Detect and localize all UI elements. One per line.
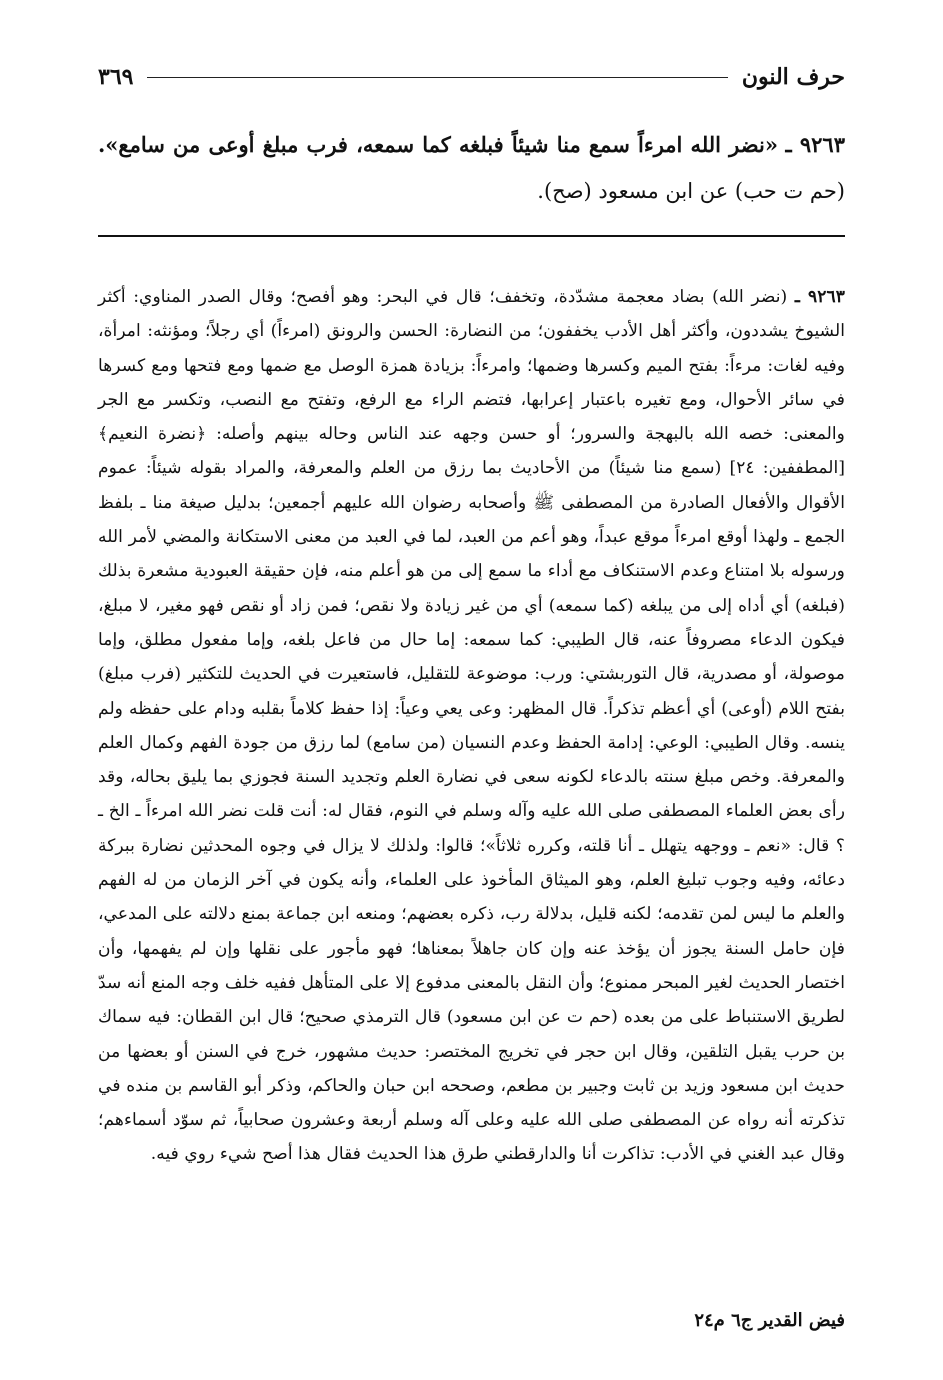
header-rule	[147, 77, 727, 78]
hadith-source: (حم ت حب) عن ابن مسعود (صح).	[537, 179, 845, 203]
hadith-text-block	[98, 122, 845, 214]
commentary-block	[98, 280, 845, 1172]
footer-signature: فيض القدير ج٦ م٢٤	[694, 1310, 845, 1331]
hadith-text: «نضر الله امرءاً سمع منا شيئاً فبلغه كما سمعه، فرب مبلغ أوعى من سامع».	[98, 132, 778, 157]
commentary-paragraph	[98, 280, 845, 1172]
page-number: ٣٦٩	[98, 64, 134, 90]
commentary-number: ٩٢٦٣ ـ	[794, 287, 845, 307]
chapter-title: حرف النون	[741, 64, 845, 90]
commentary-text: (نضر الله) بضاد معجمة مشدّدة، وتخفف؛ قال في البحر: وهو أفصح؛ وقال الصدر المناوي: أكثر الشيوخ يشددون، وأكثر أهل الأدب يخففون؛ من النضارة: الحسن والرونق (امرءاً) أي رجلاً؛ ومؤنثه: امرأة، وفيه لغات: مرءاً: بفتح الميم وكسرها وضمها؛ وامرءاً: بزيادة همزة الوصل مع ضمها ومع فتحها ومع كسرها في سائر الأحوال، ومع تغيره باعتبار إعرابها، فتضم الراء مع الرفع، وتفتح مع النصب، وتكسر مع الجر والمعنى: خصه الله بالبهجة والسرور؛ أو حسن وجهه عند الناس وحاله بينهم وأصله: ﴿نضرة النعيم﴾ [المطففين: ٢٤] (سمع منا شيئاً) من الأحاديث بما رزق من العلم والمعرفة، والمراد بقوله شيئاً: عموم الأقوال والأفعال الصادرة من المصطفى ﷺ وأصحابه رضوان الله عليهم أجمعين؛ بدليل صيغة منا ـ بلفظ الجمع ـ ولهذا أوقع امرءاً موقع عبداً، وهو أعم من العبد، لما في العبد من معنى الاستكانة والمضي لأمر الله ورسوله بلا امتناع وعدم الاستنكاف مع أداء ما سمع إلى من هو أعلم منه، فإن حقيقة العبودية مشعرة بذلك (فبلغه) أي أداه إلى من يبلغه (كما سمعه) أي من غير زيادة ولا نقص؛ فمن زاد أو نقص فهو مغير، لا مبلغ، فيكون الدعاء مصروفاً عنه، قال الطيبي: كما سمعه: إما حال من فاعل بلغه، وإما مفعول مطلق، وإما موصولة، أو مصدرية، قال التوربشتي: ورب: موضوعة للتقليل، فاستعيرت في الحديث للتكثير (فرب مبلغ) بفتح اللام (أوعى) أي أعظم تذكراً. قال المظهر: وعى يعي وعياً: إذا حفظ كلاماً بقلبه ودام على حفظه ولم ينسه. وقال الطيبي: الوعي: إدامة الحفظ وعدم النسيان (من سامع) لما رزق من جودة الفهم وكمال العلم والمعرفة. وخص مبلغ سنته بالدعاء لكونه سعى في نضارة العلم وتجديد السنة فجوزي بما يليق بحاله، وقد رأى بعض العلماء المصطفى صلى الله عليه وآله وسلم في النوم، فقال له: أنت قلت نضر الله امرءاً ـ الخ ـ ؟ قال: «نعم ـ ووجهه يتهلل ـ أنا قلته، وكرره ثلاثاً»؛ قالوا: ولذلك لا يزال في وجوه المحدثين نضارة ببركة دعائه، وفيه وجوب تبليغ العلم، وهو الميثاق المأخوذ على العلماء، وأنه يكون في آخر الزمان من له الفهم والعلم ما ليس لمن تقدمه؛ لكنه قليل، بدلالة رب، ذكره بعضهم؛ ومنعه ابن جماعة بمنع دلالته على المدعي، فإن حامل السنة يجوز أن يؤخذ عنه وإن كان جاهلاً بمعناها؛ فهو مأجور على نقلها وإن لم يفهمها، وأن اختصار الحديث لغير المبحر ممنوع؛ وأن النقل بالمعنى مدفوع إلا على المتأهل ففيه خلف وجه المنع أنه سدّ لطريق الاستنباط على من بعده (حم ت عن ابن مسعود) قال الترمذي صحيح؛ قال ابن القطان: فيه سماك بن حرب يقبل التلقين، وقال ابن حجر في تخريج المختصر: حديث مشهور، خرج في السنن أو بعضها من حديث ابن مسعود وزيد بن ثابت وجبير بن مطعم، وصححه ابن حبان والحاكم، وذكر أبو القاسم بن منده في تذكرته أنه رواه عن المصطفى صلى الله عليه وعلى آله وسلم أربعة وعشرون صحابياً، ثم سوّد أسماءهم؛ وقال عبد الغني في الأدب: تذاكرت أنا والدارقطني طرق هذا الحديث فقال هذا أصح شيء روي فيه.	[98, 287, 846, 1165]
section-divider	[98, 235, 845, 237]
running-header	[98, 60, 845, 94]
hadith-number: ٩٢٦٣ ـ	[785, 132, 845, 157]
